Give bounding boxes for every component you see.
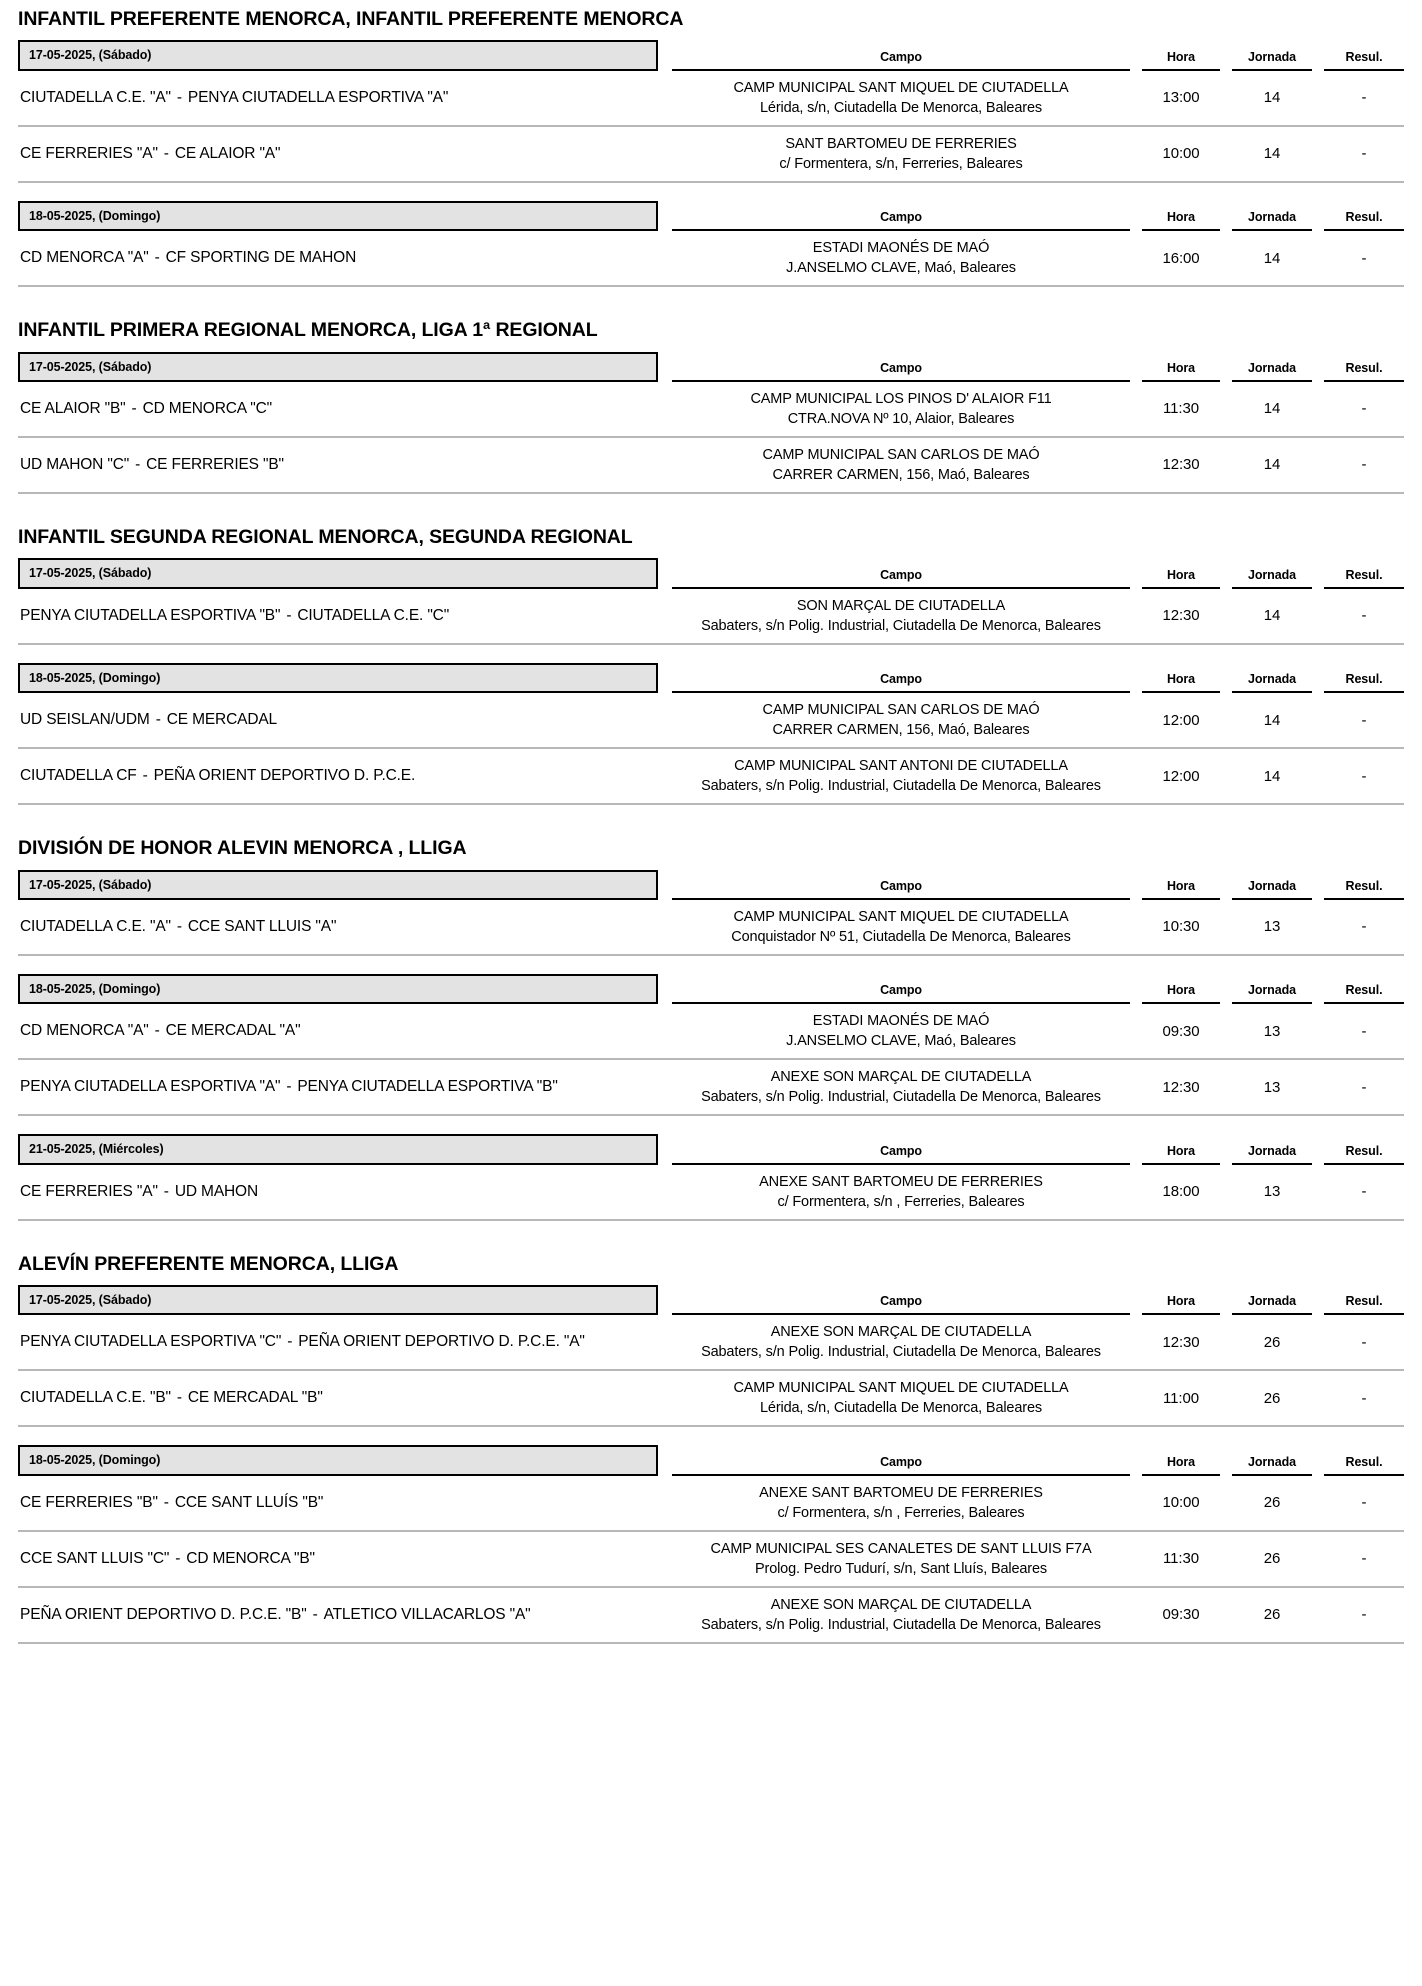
home-team: CE FERRERIES "A" bbox=[20, 1182, 158, 1200]
match-matchday: 14 bbox=[1263, 456, 1281, 474]
column-header-resul: Resul. bbox=[1324, 1445, 1404, 1475]
column-header-resul: Resul. bbox=[1324, 1285, 1404, 1315]
away-team: CE ALAIOR "A" bbox=[174, 144, 281, 162]
header-spacer bbox=[658, 1285, 672, 1315]
league-block bbox=[18, 305, 1404, 494]
venue-name: ANEXE SON MARÇAL DE CIUTADELLA bbox=[770, 1596, 1032, 1613]
match-matchday: 14 bbox=[1263, 89, 1281, 107]
day-group bbox=[18, 1285, 1404, 1427]
column-header-campo: Campo bbox=[672, 201, 1130, 231]
league-title: DIVISIÓN DE HONOR ALEVIN MENORCA , LLIGA bbox=[18, 837, 467, 860]
league-block bbox=[18, 0, 1404, 287]
match-result: - bbox=[1361, 400, 1367, 418]
away-team: UD MAHON bbox=[174, 1182, 258, 1200]
match-time: 11:30 bbox=[1163, 400, 1199, 418]
group-header bbox=[18, 201, 1404, 231]
date-header: 18-05-2025, (Domingo) bbox=[18, 201, 658, 231]
match-time: 16:00 bbox=[1162, 249, 1200, 267]
match-result: - bbox=[1361, 607, 1367, 625]
venue-address: Sabaters, s/n Polig. Industrial, Ciutadella De Menorca, Baleares bbox=[701, 778, 1101, 795]
team-separator: - bbox=[176, 917, 182, 935]
away-team: CE MERCADAL bbox=[166, 711, 278, 729]
header-spacer bbox=[658, 352, 672, 382]
league-title: INFANTIL PRIMERA REGIONAL MENORCA, LIGA 1ª REGIONAL bbox=[18, 319, 598, 342]
team-separator: - bbox=[163, 144, 169, 162]
away-team: ATLETICO VILLACARLOS "A" bbox=[323, 1605, 531, 1623]
match-teams bbox=[18, 88, 658, 108]
match-result: - bbox=[1361, 145, 1367, 163]
table-row bbox=[18, 438, 1404, 494]
day-group bbox=[18, 40, 1404, 182]
match-venue bbox=[672, 238, 1130, 278]
venue-address: c/ Formentera, s/n , Ferreries, Baleares bbox=[777, 1193, 1025, 1210]
table-row bbox=[18, 589, 1404, 645]
match-teams bbox=[18, 1493, 658, 1513]
date-header: 18-05-2025, (Domingo) bbox=[18, 663, 658, 693]
team-separator: - bbox=[135, 455, 141, 473]
match-matchday: 14 bbox=[1263, 249, 1281, 267]
table-row bbox=[18, 127, 1404, 183]
match-result: - bbox=[1361, 767, 1367, 785]
away-team: CCE SANT LLUIS "A" bbox=[187, 917, 337, 935]
header-spacer bbox=[658, 1445, 672, 1475]
column-header-hora: Hora bbox=[1142, 1134, 1220, 1164]
column-header-campo: Campo bbox=[672, 352, 1130, 382]
team-separator: - bbox=[154, 249, 160, 267]
day-group bbox=[18, 974, 1404, 1116]
venue-name: ANEXE SON MARÇAL DE CIUTADELLA bbox=[770, 1324, 1032, 1341]
venue-name: CAMP MUNICIPAL SANT MIQUEL DE CIUTADELLA bbox=[733, 908, 1069, 925]
table-row bbox=[18, 1315, 1404, 1371]
home-team: CD MENORCA "A" bbox=[20, 1022, 149, 1040]
match-matchday: 14 bbox=[1263, 767, 1281, 785]
table-row bbox=[18, 382, 1404, 438]
column-header-hora: Hora bbox=[1142, 663, 1220, 693]
match-venue bbox=[672, 1011, 1130, 1051]
day-group bbox=[18, 558, 1404, 644]
column-header-jornada: Jornada bbox=[1232, 201, 1312, 231]
header-spacer bbox=[658, 1134, 672, 1164]
match-matchday: 14 bbox=[1263, 400, 1281, 418]
match-teams bbox=[18, 606, 658, 626]
column-header-campo: Campo bbox=[672, 40, 1130, 70]
league-block bbox=[18, 512, 1404, 805]
table-row bbox=[18, 231, 1404, 287]
match-venue bbox=[672, 389, 1130, 429]
venue-address: CTRA.NOVA Nº 10, Alaior, Baleares bbox=[787, 410, 1015, 427]
date-header: 18-05-2025, (Domingo) bbox=[18, 1445, 658, 1475]
venue-name: CAMP MUNICIPAL SAN CARLOS DE MAÓ bbox=[762, 446, 1040, 463]
match-matchday: 13 bbox=[1263, 1022, 1281, 1040]
group-header bbox=[18, 974, 1404, 1004]
match-result: - bbox=[1361, 1494, 1367, 1512]
home-team: PENYA CIUTADELLA ESPORTIVA "C" bbox=[20, 1333, 282, 1351]
team-separator: - bbox=[287, 1333, 293, 1351]
match-matchday: 26 bbox=[1263, 1389, 1281, 1407]
match-result: - bbox=[1361, 1606, 1367, 1624]
venue-name: SON MARÇAL DE CIUTADELLA bbox=[796, 597, 1006, 614]
away-team: PENYA CIUTADELLA ESPORTIVA "A" bbox=[187, 88, 449, 106]
column-header-jornada: Jornada bbox=[1232, 558, 1312, 588]
match-matchday: 26 bbox=[1263, 1333, 1281, 1351]
venue-address: CARRER CARMEN, 156, Maó, Baleares bbox=[772, 466, 1030, 483]
league-title: INFANTIL SEGUNDA REGIONAL MENORCA, SEGUNDA REGIONAL bbox=[18, 525, 633, 548]
away-team: PEÑA ORIENT DEPORTIVO D. P.C.E. bbox=[153, 767, 416, 785]
team-separator: - bbox=[163, 1493, 169, 1511]
venue-name: ANEXE SANT BARTOMEU DE FERRERIES bbox=[759, 1173, 1043, 1190]
column-header-resul: Resul. bbox=[1324, 870, 1404, 900]
match-venue bbox=[672, 1595, 1130, 1635]
venue-address: c/ Formentera, s/n , Ferreries, Baleares bbox=[777, 1504, 1025, 1521]
team-separator: - bbox=[154, 1022, 160, 1040]
venue-address: c/ Formentera, s/n, Ferreries, Baleares bbox=[779, 155, 1023, 172]
match-result: - bbox=[1361, 1022, 1367, 1040]
away-team: CCE SANT LLUÍS "B" bbox=[174, 1493, 324, 1511]
match-venue bbox=[672, 1539, 1130, 1579]
home-team: CIUTADELLA C.E. "B" bbox=[20, 1389, 171, 1407]
column-header-hora: Hora bbox=[1142, 201, 1220, 231]
home-team: CE FERRERIES "A" bbox=[20, 144, 158, 162]
match-matchday: 13 bbox=[1263, 1078, 1281, 1096]
match-time: 10:00 bbox=[1162, 145, 1200, 163]
date-header: 17-05-2025, (Sábado) bbox=[18, 558, 658, 588]
match-result: - bbox=[1361, 711, 1367, 729]
column-header-jornada: Jornada bbox=[1232, 1445, 1312, 1475]
date-header: 17-05-2025, (Sábado) bbox=[18, 1285, 658, 1315]
match-time: 12:30 bbox=[1162, 1078, 1200, 1096]
match-venue bbox=[672, 756, 1130, 796]
column-header-jornada: Jornada bbox=[1232, 352, 1312, 382]
column-header-resul: Resul. bbox=[1324, 974, 1404, 1004]
column-header-jornada: Jornada bbox=[1232, 663, 1312, 693]
date-header: 18-05-2025, (Domingo) bbox=[18, 974, 658, 1004]
date-header: 17-05-2025, (Sábado) bbox=[18, 40, 658, 70]
home-team: PEÑA ORIENT DEPORTIVO D. P.C.E. "B" bbox=[20, 1605, 307, 1623]
match-matchday: 26 bbox=[1263, 1606, 1281, 1624]
match-teams bbox=[18, 399, 658, 419]
home-team: CIUTADELLA CF bbox=[20, 767, 137, 785]
match-result: - bbox=[1361, 89, 1367, 107]
group-header bbox=[18, 663, 1404, 693]
home-team: UD MAHON "C" bbox=[20, 455, 130, 473]
table-row bbox=[18, 749, 1404, 805]
date-header: 21-05-2025, (Miércoles) bbox=[18, 1134, 658, 1164]
match-venue bbox=[672, 1172, 1130, 1212]
day-group bbox=[18, 352, 1404, 494]
column-header-hora: Hora bbox=[1142, 352, 1220, 382]
venue-name: ANEXE SON MARÇAL DE CIUTADELLA bbox=[770, 1069, 1032, 1086]
league-title: ALEVÍN PREFERENTE MENORCA, LLIGA bbox=[18, 1252, 399, 1275]
home-team: CCE SANT LLUIS "C" bbox=[20, 1549, 170, 1567]
table-row bbox=[18, 1004, 1404, 1060]
match-teams bbox=[18, 710, 658, 730]
match-venue bbox=[672, 134, 1130, 174]
header-spacer bbox=[658, 663, 672, 693]
match-time: 10:00 bbox=[1162, 1494, 1200, 1512]
match-matchday: 13 bbox=[1263, 1183, 1281, 1201]
away-team: CE MERCADAL "B" bbox=[187, 1389, 323, 1407]
team-separator: - bbox=[163, 1182, 169, 1200]
home-team: CE ALAIOR "B" bbox=[20, 399, 126, 417]
venue-name: CAMP MUNICIPAL SANT MIQUEL DE CIUTADELLA bbox=[733, 79, 1069, 96]
match-time: 11:30 bbox=[1163, 1550, 1199, 1568]
team-separator: - bbox=[176, 88, 182, 106]
match-result: - bbox=[1361, 918, 1367, 936]
venue-address: Lérida, s/n, Ciutadella De Menorca, Baleares bbox=[760, 1400, 1042, 1417]
venue-address: Sabaters, s/n Polig. Industrial, Ciutadella De Menorca, Baleares bbox=[701, 1616, 1101, 1633]
match-teams bbox=[18, 1549, 658, 1569]
match-matchday: 14 bbox=[1263, 145, 1281, 163]
match-time: 09:30 bbox=[1162, 1606, 1200, 1624]
venue-address: Prolog. Pedro Tudurí, s/n, Sant Lluís, Baleares bbox=[755, 1560, 1047, 1577]
header-spacer bbox=[658, 201, 672, 231]
venue-address: Sabaters, s/n Polig. Industrial, Ciutadella De Menorca, Baleares bbox=[701, 1344, 1101, 1361]
match-matchday: 13 bbox=[1263, 918, 1281, 936]
column-header-jornada: Jornada bbox=[1232, 974, 1312, 1004]
league-title: INFANTIL PREFERENTE MENORCA, INFANTIL PREFERENTE MENORCA bbox=[18, 8, 684, 30]
team-separator: - bbox=[142, 767, 148, 785]
column-header-hora: Hora bbox=[1142, 974, 1220, 1004]
home-team: CE FERRERIES "B" bbox=[20, 1493, 158, 1511]
header-spacer bbox=[658, 40, 672, 70]
column-header-hora: Hora bbox=[1142, 1285, 1220, 1315]
match-time: 09:30 bbox=[1162, 1022, 1200, 1040]
table-row bbox=[18, 900, 1404, 956]
column-header-jornada: Jornada bbox=[1232, 1285, 1312, 1315]
group-header bbox=[18, 558, 1404, 588]
column-header-resul: Resul. bbox=[1324, 40, 1404, 70]
column-header-resul: Resul. bbox=[1324, 352, 1404, 382]
column-header-resul: Resul. bbox=[1324, 1134, 1404, 1164]
table-row bbox=[18, 1060, 1404, 1116]
group-header bbox=[18, 1134, 1404, 1164]
away-team: CIUTADELLA C.E. "C" bbox=[297, 606, 450, 624]
match-venue bbox=[672, 907, 1130, 947]
day-group bbox=[18, 201, 1404, 287]
away-team: CE MERCADAL "A" bbox=[165, 1022, 301, 1040]
match-time: 13:00 bbox=[1162, 89, 1200, 107]
column-header-hora: Hora bbox=[1142, 40, 1220, 70]
group-header bbox=[18, 870, 1404, 900]
date-header: 17-05-2025, (Sábado) bbox=[18, 870, 658, 900]
match-matchday: 14 bbox=[1263, 711, 1281, 729]
column-header-campo: Campo bbox=[672, 974, 1130, 1004]
match-result: - bbox=[1361, 249, 1367, 267]
venue-address: Conquistador Nº 51, Ciutadella De Menorca, Baleares bbox=[731, 928, 1071, 945]
match-teams bbox=[18, 917, 658, 937]
match-teams bbox=[18, 1332, 658, 1352]
match-time: 18:00 bbox=[1162, 1183, 1200, 1201]
team-separator: - bbox=[312, 1605, 318, 1623]
match-teams bbox=[18, 248, 658, 268]
column-header-hora: Hora bbox=[1142, 558, 1220, 588]
match-teams bbox=[18, 1077, 658, 1097]
match-result: - bbox=[1361, 1183, 1367, 1201]
match-time: 12:30 bbox=[1162, 1333, 1200, 1351]
match-time: 11:00 bbox=[1163, 1389, 1199, 1407]
column-header-resul: Resul. bbox=[1324, 663, 1404, 693]
venue-name: ESTADI MAONÉS DE MAÓ bbox=[812, 240, 990, 257]
match-result: - bbox=[1361, 1078, 1367, 1096]
match-result: - bbox=[1361, 1389, 1367, 1407]
table-row bbox=[18, 693, 1404, 749]
venue-address: Sabaters, s/n Polig. Industrial, Ciutadella De Menorca, Baleares bbox=[701, 617, 1101, 634]
match-venue bbox=[672, 596, 1130, 636]
team-separator: - bbox=[286, 606, 292, 624]
venue-name: SANT BARTOMEU DE FERRERIES bbox=[785, 135, 1017, 152]
group-header bbox=[18, 352, 1404, 382]
match-time: 12:00 bbox=[1162, 711, 1200, 729]
venue-name: CAMP MUNICIPAL SANT MIQUEL DE CIUTADELLA bbox=[733, 1380, 1069, 1397]
home-team: CIUTADELLA C.E. "A" bbox=[20, 88, 171, 106]
column-header-resul: Resul. bbox=[1324, 558, 1404, 588]
match-venue bbox=[672, 700, 1130, 740]
day-group bbox=[18, 1134, 1404, 1220]
away-team: CD MENORCA "B" bbox=[186, 1549, 315, 1567]
match-time: 12:30 bbox=[1162, 607, 1200, 625]
match-teams bbox=[18, 1182, 658, 1202]
match-matchday: 26 bbox=[1263, 1550, 1281, 1568]
home-team: PENYA CIUTADELLA ESPORTIVA "A" bbox=[20, 1078, 281, 1096]
day-group bbox=[18, 663, 1404, 805]
venue-name: ANEXE SANT BARTOMEU DE FERRERIES bbox=[759, 1484, 1043, 1501]
column-header-campo: Campo bbox=[672, 558, 1130, 588]
group-header bbox=[18, 1285, 1404, 1315]
venue-address: Lérida, s/n, Ciutadella De Menorca, Baleares bbox=[760, 99, 1042, 116]
match-time: 10:30 bbox=[1162, 918, 1200, 936]
table-row bbox=[18, 71, 1404, 127]
match-matchday: 26 bbox=[1263, 1494, 1281, 1512]
table-row bbox=[18, 1476, 1404, 1532]
match-teams bbox=[18, 1388, 658, 1408]
away-team: CD MENORCA "C" bbox=[142, 399, 273, 417]
team-separator: - bbox=[131, 399, 137, 417]
match-matchday: 14 bbox=[1263, 607, 1281, 625]
venue-name: CAMP MUNICIPAL SAN CARLOS DE MAÓ bbox=[762, 702, 1040, 719]
match-venue bbox=[672, 1483, 1130, 1523]
league-block bbox=[18, 1239, 1404, 1644]
venue-address: CARRER CARMEN, 156, Maó, Baleares bbox=[772, 722, 1030, 739]
away-team: PENYA CIUTADELLA ESPORTIVA "B" bbox=[297, 1078, 558, 1096]
column-header-campo: Campo bbox=[672, 1445, 1130, 1475]
header-spacer bbox=[658, 558, 672, 588]
match-venue bbox=[672, 78, 1130, 118]
match-teams bbox=[18, 144, 658, 164]
venue-address: J.ANSELMO CLAVE, Maó, Baleares bbox=[786, 260, 1016, 277]
venue-address: Sabaters, s/n Polig. Industrial, Ciutadella De Menorca, Baleares bbox=[701, 1089, 1101, 1106]
column-header-campo: Campo bbox=[672, 1285, 1130, 1315]
venue-name: CAMP MUNICIPAL SES CANALETES DE SANT LLUIS F7A bbox=[710, 1540, 1092, 1557]
away-team: CF SPORTING DE MAHON bbox=[165, 249, 357, 267]
venue-address: J.ANSELMO CLAVE, Maó, Baleares bbox=[786, 1033, 1016, 1050]
column-header-hora: Hora bbox=[1142, 870, 1220, 900]
table-row bbox=[18, 1532, 1404, 1588]
match-teams bbox=[18, 455, 658, 475]
team-separator: - bbox=[286, 1078, 292, 1096]
match-venue bbox=[672, 1067, 1130, 1107]
match-time: 12:00 bbox=[1162, 767, 1200, 785]
date-header: 17-05-2025, (Sábado) bbox=[18, 352, 658, 382]
match-venue bbox=[672, 445, 1130, 485]
team-separator: - bbox=[175, 1549, 181, 1567]
match-result: - bbox=[1361, 1333, 1367, 1351]
match-teams bbox=[18, 1021, 658, 1041]
group-header bbox=[18, 1445, 1404, 1475]
venue-name: CAMP MUNICIPAL SANT ANTONI DE CIUTADELLA bbox=[734, 758, 1068, 775]
team-separator: - bbox=[155, 711, 161, 729]
table-row bbox=[18, 1588, 1404, 1644]
header-spacer bbox=[658, 870, 672, 900]
match-time: 12:30 bbox=[1162, 456, 1200, 474]
column-header-campo: Campo bbox=[672, 1134, 1130, 1164]
venue-name: CAMP MUNICIPAL LOS PINOS D' ALAIOR F11 bbox=[750, 390, 1052, 407]
home-team: PENYA CIUTADELLA ESPORTIVA "B" bbox=[20, 606, 281, 624]
day-group bbox=[18, 1445, 1404, 1643]
match-venue bbox=[672, 1378, 1130, 1418]
home-team: CIUTADELLA C.E. "A" bbox=[20, 917, 171, 935]
column-header-resul: Resul. bbox=[1324, 201, 1404, 231]
away-team: CE FERRERIES "B" bbox=[146, 455, 284, 473]
match-result: - bbox=[1361, 1550, 1367, 1568]
match-teams bbox=[18, 766, 658, 786]
column-header-jornada: Jornada bbox=[1232, 1134, 1312, 1164]
column-header-jornada: Jornada bbox=[1232, 40, 1312, 70]
table-row bbox=[18, 1165, 1404, 1221]
match-teams bbox=[18, 1605, 658, 1625]
column-header-jornada: Jornada bbox=[1232, 870, 1312, 900]
column-header-campo: Campo bbox=[672, 870, 1130, 900]
match-result: - bbox=[1361, 456, 1367, 474]
match-venue bbox=[672, 1322, 1130, 1362]
table-row bbox=[18, 1371, 1404, 1427]
league-block bbox=[18, 823, 1404, 1221]
column-header-campo: Campo bbox=[672, 663, 1130, 693]
column-header-hora: Hora bbox=[1142, 1445, 1220, 1475]
home-team: CD MENORCA "A" bbox=[20, 249, 149, 267]
team-separator: - bbox=[176, 1389, 182, 1407]
group-header bbox=[18, 40, 1404, 70]
day-group bbox=[18, 870, 1404, 956]
home-team: UD SEISLAN/UDM bbox=[20, 711, 150, 729]
venue-name: ESTADI MAONÉS DE MAÓ bbox=[812, 1013, 990, 1030]
header-spacer bbox=[658, 974, 672, 1004]
away-team: PEÑA ORIENT DEPORTIVO D. P.C.E. "A" bbox=[298, 1333, 585, 1351]
